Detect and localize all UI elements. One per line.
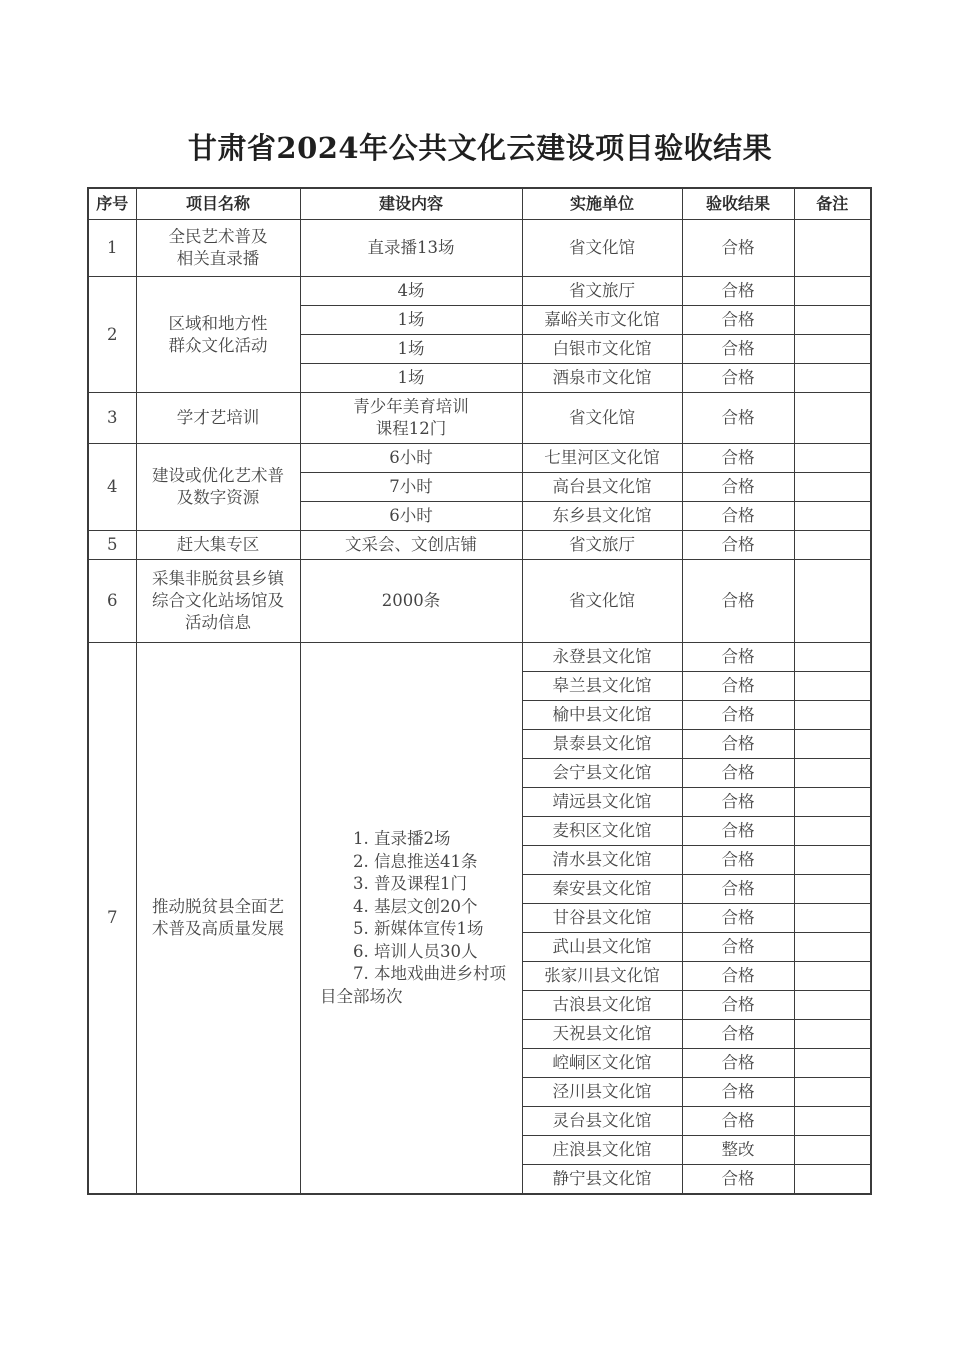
- cell-result: 合格: [682, 220, 794, 277]
- cell-project-name: 赶大集专区: [136, 531, 300, 560]
- cell-project-name: 学才艺培训: [136, 393, 300, 444]
- name-line: 相关直录播: [176, 249, 260, 268]
- cell-content: 2000条: [300, 560, 522, 643]
- cell-note: [794, 364, 871, 393]
- content-line: 课程12门: [375, 419, 447, 438]
- cell-result: 合格: [682, 904, 794, 933]
- cell-result: 合格: [682, 444, 794, 473]
- cell-content: 1场: [300, 306, 522, 335]
- table-header-row: [88, 188, 871, 220]
- cell-unit: 靖远县文化馆: [522, 788, 682, 817]
- cell-unit: 庄浪县文化馆: [522, 1136, 682, 1165]
- header-content: 建设内容: [300, 188, 522, 220]
- cell-note: [794, 1165, 871, 1195]
- cell-unit: 东乡县文化馆: [522, 502, 682, 531]
- cell-note: [794, 502, 871, 531]
- cell-result: 合格: [682, 1020, 794, 1049]
- cell-result: 合格: [682, 817, 794, 846]
- cell-unit: 会宁县文化馆: [522, 759, 682, 788]
- cell-note: [794, 306, 871, 335]
- name-line: 采集非脱贫县乡镇: [152, 569, 284, 588]
- cell-unit: 白银市文化馆: [522, 335, 682, 364]
- cell-note: [794, 759, 871, 788]
- cell-note: [794, 560, 871, 643]
- content-item: 7. 本地戏曲进乡村项: [353, 964, 506, 983]
- content-line: 青少年美育培训: [353, 397, 469, 416]
- cell-project-name: [136, 560, 300, 643]
- content-item: 2. 信息推送41条: [353, 851, 478, 871]
- cell-result: 合格: [682, 1165, 794, 1195]
- cell-unit: 麦积区文化馆: [522, 817, 682, 846]
- page-title: 甘肃省2024年公共文化云建设项目验收结果: [187, 131, 773, 165]
- name-line: 综合文化站场馆及: [152, 591, 284, 610]
- cell-unit: 秦安县文化馆: [522, 875, 682, 904]
- content-item-continuation: 目全部场次: [320, 986, 403, 1006]
- cell-no: 2: [88, 277, 136, 393]
- cell-result: 合格: [682, 701, 794, 730]
- cell-note: [794, 672, 871, 701]
- cell-unit: 景泰县文化馆: [522, 730, 682, 759]
- cell-result: 合格: [682, 643, 794, 672]
- cell-result: 合格: [682, 788, 794, 817]
- header-result: 验收结果: [682, 188, 794, 220]
- header-unit: 实施单位: [522, 188, 682, 220]
- cell-note: [794, 277, 871, 306]
- cell-unit: 七里河区文化馆: [522, 444, 682, 473]
- cell-unit: 武山县文化馆: [522, 933, 682, 962]
- content-item: 1. 直录播2场: [353, 829, 451, 848]
- cell-result: 合格: [682, 502, 794, 531]
- table-row: [88, 393, 871, 444]
- cell-unit: 灵台县文化馆: [522, 1107, 682, 1136]
- content-item: 3. 普及课程1门: [353, 874, 467, 893]
- content-item: 6. 培训人员30人: [353, 941, 478, 961]
- cell-unit: 酒泉市文化馆: [522, 364, 682, 393]
- cell-no: 5: [88, 531, 136, 560]
- cell-result: 合格: [682, 933, 794, 962]
- cell-unit: 天祝县文化馆: [522, 1020, 682, 1049]
- content-item: 5. 新媒体宣传1场: [353, 919, 484, 938]
- cell-result: 合格: [682, 473, 794, 502]
- cell-unit: 高台县文化馆: [522, 473, 682, 502]
- cell-note: [794, 904, 871, 933]
- cell-no: 3: [88, 393, 136, 444]
- cell-result: 合格: [682, 393, 794, 444]
- cell-unit: 张家川县文化馆: [522, 962, 682, 991]
- cell-note: [794, 1078, 871, 1107]
- cell-note: [794, 531, 871, 560]
- cell-project-name: [136, 444, 300, 531]
- table-row: [88, 643, 871, 672]
- table-row: [88, 560, 871, 643]
- cell-no: 7: [88, 643, 136, 1195]
- cell-content: [300, 393, 522, 444]
- table-row: [88, 277, 871, 306]
- cell-unit: 古浪县文化馆: [522, 991, 682, 1020]
- table-row: [88, 220, 871, 277]
- cell-result: 合格: [682, 962, 794, 991]
- cell-note: [794, 991, 871, 1020]
- cell-content: 6小时: [300, 502, 522, 531]
- cell-result: 合格: [682, 846, 794, 875]
- cell-project-name: [136, 220, 300, 277]
- cell-note: [794, 730, 871, 759]
- cell-content: 1场: [300, 335, 522, 364]
- cell-content: 直录播13场: [300, 220, 522, 277]
- cell-note: [794, 846, 871, 875]
- header-project-name: 项目名称: [136, 188, 300, 220]
- cell-no: 6: [88, 560, 136, 643]
- cell-no: 1: [88, 220, 136, 277]
- name-line: 术普及高质量发展: [152, 919, 284, 938]
- cell-unit: 永登县文化馆: [522, 643, 682, 672]
- cell-content: 1场: [300, 364, 522, 393]
- cell-result: 合格: [682, 335, 794, 364]
- cell-note: [794, 788, 871, 817]
- cell-result: 合格: [682, 306, 794, 335]
- cell-result: 合格: [682, 1107, 794, 1136]
- cell-note: [794, 962, 871, 991]
- content-item: 4. 基层文创20个: [353, 896, 478, 916]
- cell-note: [794, 473, 871, 502]
- cell-result: 合格: [682, 672, 794, 701]
- cell-unit: 省文化馆: [522, 393, 682, 444]
- cell-unit: 省文旅厅: [522, 531, 682, 560]
- cell-unit: 省文旅厅: [522, 277, 682, 306]
- name-line: 全民艺术普及: [168, 227, 268, 246]
- cell-note: [794, 393, 871, 444]
- cell-result: 合格: [682, 277, 794, 306]
- acceptance-results-table: [87, 187, 872, 1195]
- cell-unit: 皋兰县文化馆: [522, 672, 682, 701]
- cell-unit: 崆峒区文化馆: [522, 1049, 682, 1078]
- name-line: 及数字资源: [176, 488, 260, 507]
- cell-result: 合格: [682, 560, 794, 643]
- cell-note: [794, 335, 871, 364]
- cell-note: [794, 1020, 871, 1049]
- cell-unit: 省文化馆: [522, 220, 682, 277]
- cell-result: 合格: [682, 1078, 794, 1107]
- cell-unit: 榆中县文化馆: [522, 701, 682, 730]
- cell-content: 7小时: [300, 473, 522, 502]
- cell-note: [794, 1049, 871, 1078]
- cell-content: 6小时: [300, 444, 522, 473]
- cell-unit: 嘉峪关市文化馆: [522, 306, 682, 335]
- cell-content-list: [300, 643, 522, 1195]
- cell-result: 合格: [682, 991, 794, 1020]
- cell-note: [794, 701, 871, 730]
- table-row: [88, 531, 871, 560]
- cell-note: [794, 444, 871, 473]
- header-no: 序号: [88, 188, 136, 220]
- name-line: 群众文化活动: [168, 335, 268, 355]
- header-note: 备注: [794, 188, 871, 220]
- cell-content: 文采会、文创店铺: [300, 531, 522, 560]
- cell-project-name: [136, 643, 300, 1195]
- cell-result: 合格: [682, 759, 794, 788]
- cell-result: 合格: [682, 875, 794, 904]
- name-line: 活动信息: [185, 613, 251, 632]
- name-line: 推动脱贫县全面艺: [152, 897, 284, 916]
- table-row: [88, 444, 871, 473]
- cell-note: [794, 643, 871, 672]
- cell-unit: 甘谷县文化馆: [522, 904, 682, 933]
- cell-result: 合格: [682, 531, 794, 560]
- cell-note: [794, 220, 871, 277]
- cell-unit: 省文化馆: [522, 560, 682, 643]
- cell-project-name: [136, 277, 300, 393]
- cell-result: 合格: [682, 730, 794, 759]
- cell-content: 4场: [300, 277, 522, 306]
- cell-unit: 静宁县文化馆: [522, 1165, 682, 1195]
- cell-note: [794, 1107, 871, 1136]
- content-item-list: [316, 828, 506, 1008]
- cell-unit: 泾川县文化馆: [522, 1078, 682, 1107]
- name-line: 建设或优化艺术普: [152, 466, 284, 485]
- cell-result: 合格: [682, 1049, 794, 1078]
- cell-note: [794, 817, 871, 846]
- cell-note: [794, 875, 871, 904]
- cell-result: 合格: [682, 364, 794, 393]
- cell-result: 整改: [682, 1136, 794, 1165]
- cell-note: [794, 933, 871, 962]
- cell-no: 4: [88, 444, 136, 531]
- cell-note: [794, 1136, 871, 1165]
- cell-unit: 清水县文化馆: [522, 846, 682, 875]
- name-line: 区域和地方性: [168, 313, 268, 333]
